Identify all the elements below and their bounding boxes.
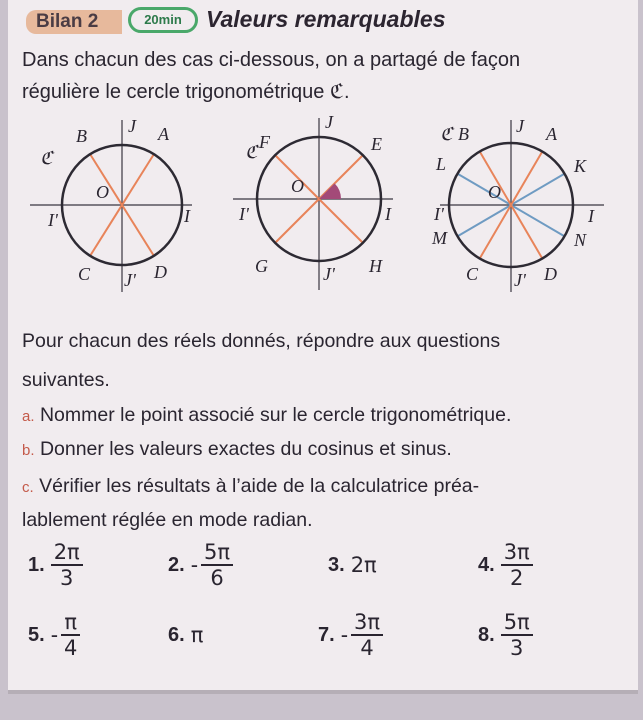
label-j-prime: J' <box>323 264 335 284</box>
denominator: 3 <box>60 566 74 590</box>
item-number: 6. <box>168 623 185 646</box>
label-b: B <box>76 126 87 146</box>
value: π <box>190 623 204 647</box>
denominator: 4 <box>360 636 374 660</box>
circle-figure-2 <box>223 112 403 302</box>
label-d: D <box>154 262 167 282</box>
label-j: J <box>128 116 136 136</box>
label-b: B <box>458 124 469 144</box>
fraction <box>351 610 383 660</box>
question-c-text: Vérifier les résultats à l’aide de la calculatrice préa- <box>39 475 480 497</box>
item-5 <box>28 610 80 660</box>
label-i-prime: I' <box>48 210 58 230</box>
item-2 <box>168 540 233 590</box>
fraction <box>501 540 533 590</box>
label-g: G <box>255 256 268 276</box>
question-a <box>22 404 511 427</box>
fraction <box>501 610 533 660</box>
label-m: M <box>432 228 447 248</box>
denominator: 6 <box>210 566 224 590</box>
instructions-line-2: suivantes. <box>22 369 110 391</box>
numerator: π <box>61 610 80 636</box>
label-j: J <box>325 112 333 132</box>
fraction <box>201 540 233 590</box>
question-c-letter: c. <box>22 479 34 496</box>
question-c <box>22 475 479 498</box>
circle-figure-3 <box>418 112 618 302</box>
item-number: 3. <box>328 553 345 576</box>
fraction <box>61 610 80 660</box>
label-i: I <box>385 204 391 224</box>
item-3 <box>328 553 377 577</box>
label-i-prime: I' <box>239 204 249 224</box>
numerator: 5π <box>501 610 533 636</box>
denominator: 2 <box>510 566 524 590</box>
numerator: 3π <box>351 610 383 636</box>
label-k: K <box>574 156 587 176</box>
label-n: N <box>574 230 587 250</box>
label-j: J <box>516 116 524 136</box>
exercise-page <box>8 0 638 694</box>
numerator: 2π <box>51 540 83 566</box>
item-4 <box>478 540 533 590</box>
minus-sign: - <box>340 622 349 647</box>
item-number: 5. <box>28 623 45 646</box>
label-a: A <box>546 124 557 144</box>
item-8 <box>478 610 533 660</box>
numerator: 5π <box>201 540 233 566</box>
label-l: L <box>436 154 447 174</box>
label-j-prime: J' <box>124 270 136 290</box>
angle-marker <box>319 183 341 199</box>
circle-name-label: ℭ <box>440 124 453 144</box>
question-b-text: Donner les valeurs exactes du cosinus et sinus. <box>39 438 452 460</box>
question-a-text: Nommer le point associé sur le cercle trigonométrique. <box>39 404 512 426</box>
label-o: O <box>96 182 109 202</box>
numerator: 3π <box>501 540 533 566</box>
minus-sign: - <box>190 552 199 577</box>
label-o: O <box>291 176 304 196</box>
instructions-line-1: Pour chacun des réels donnés, répondre aux questions <box>22 330 501 352</box>
intro-line-2: régulière le cercle trigonométrique ℭ. <box>22 81 350 103</box>
denominator: 3 <box>510 636 524 660</box>
bilan-badge: Bilan 2 <box>26 10 122 34</box>
fraction <box>51 540 83 590</box>
label-o: O <box>488 182 501 202</box>
label-h: H <box>369 256 382 276</box>
label-d: D <box>544 264 557 284</box>
label-e: E <box>371 134 382 154</box>
timer-badge: 20min <box>128 7 198 33</box>
label-i-prime: I' <box>434 204 444 224</box>
label-i: I <box>184 206 190 226</box>
item-number: 7. <box>318 623 335 646</box>
question-a-letter: a. <box>22 408 35 425</box>
label-c: C <box>466 264 479 284</box>
question-c-continued: lablement réglée en mode radian. <box>22 509 313 531</box>
item-number: 1. <box>28 553 45 576</box>
label-i: I <box>588 206 594 226</box>
item-number: 2. <box>168 553 185 576</box>
label-c: C <box>78 264 91 284</box>
circle-name-label: ℭ <box>40 148 53 168</box>
item-number: 4. <box>478 553 495 576</box>
value: 2π <box>350 553 377 577</box>
label-a: A <box>158 124 169 144</box>
label-j-prime: J' <box>514 270 526 290</box>
circle-figure-1 <box>20 112 200 302</box>
denominator: 4 <box>64 636 78 660</box>
question-b-letter: b. <box>22 442 35 459</box>
circle-name-label: ℭ <box>245 142 258 162</box>
question-b <box>22 438 452 461</box>
minus-sign: - <box>50 622 59 647</box>
item-7 <box>318 610 383 660</box>
item-number: 8. <box>478 623 495 646</box>
exercise-title: Valeurs remarquables <box>206 6 446 32</box>
intro-line-1: Dans chacun des cas ci-dessous, on a partagé de façon <box>22 49 521 71</box>
label-f: F <box>259 132 270 152</box>
item-1 <box>28 540 83 590</box>
item-6 <box>168 623 203 647</box>
